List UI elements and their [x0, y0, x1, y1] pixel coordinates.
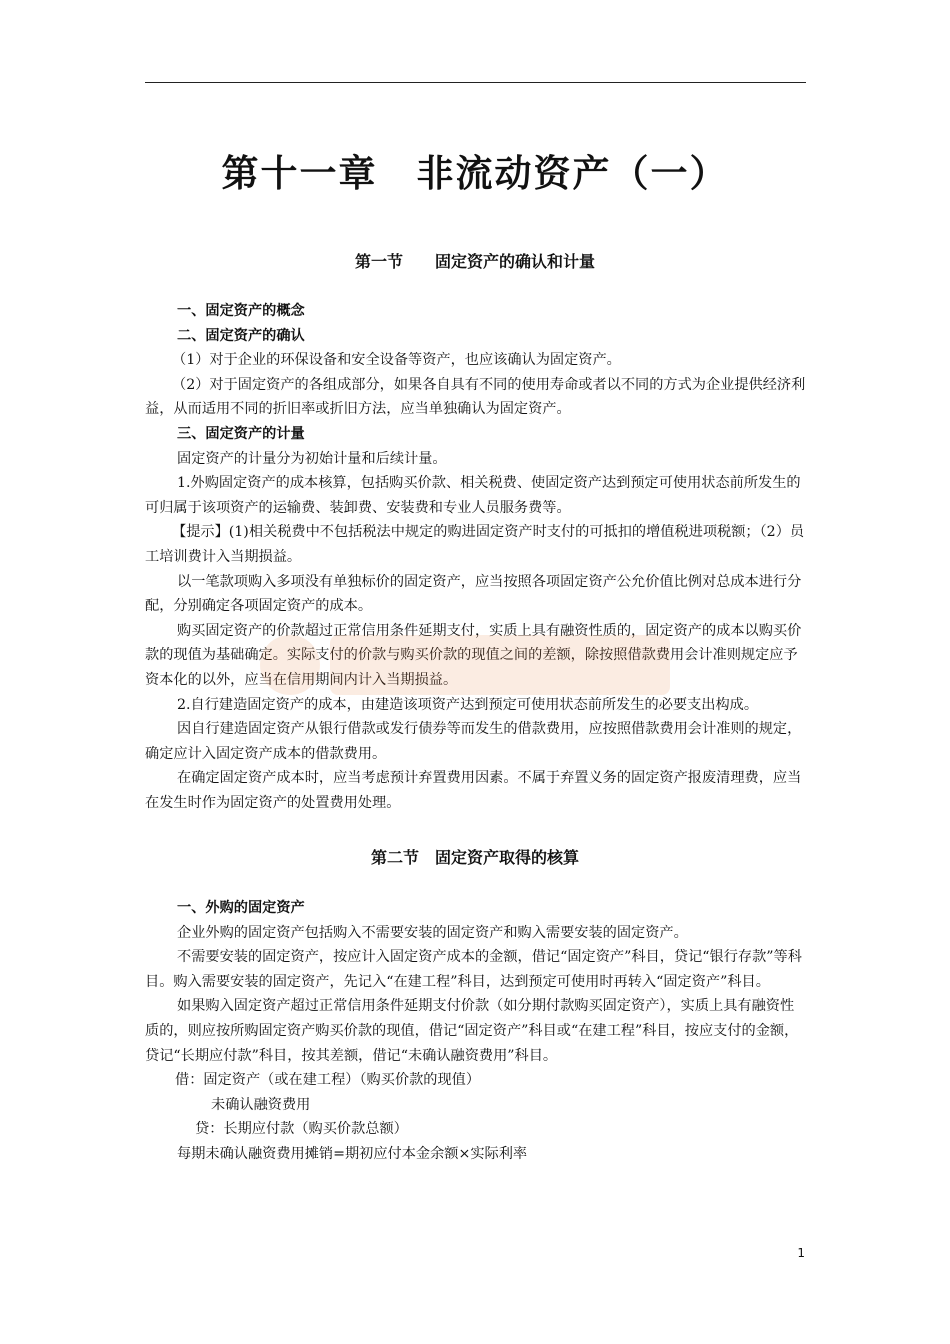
paragraph: 企业外购的固定资产包括购入不需要安装的固定资产和购入需要安装的固定资产。 [177, 924, 688, 941]
paragraph: 2.自行建造固定资产的成本，由建造该项资产达到预定可使用状态前所发生的必要支出构成。 [177, 696, 759, 713]
paragraph: 因自行建造固定资产从银行借款或发行债券等而发生的借款费用，应按照借款费用会计准则的规定，确定应计入固定资产成本的借款费用。 [145, 721, 802, 762]
paragraph: 固定资产的计量分为初始计量和后续计量。 [177, 450, 447, 467]
journal-entry-debit-2: 未确认融资费用 [211, 1096, 311, 1113]
paragraph: 每期未确认融资费用摊销=期初应付本金余额×实际利率 [177, 1145, 528, 1162]
tip-paragraph: 【提示】(1)相关税费中不包括税法中规定的购进固定资产时支付的可抵扣的增值税进项税额；（2）员工培训费计入当期损益。 [145, 524, 805, 565]
section2-body [145, 896, 807, 1167]
paragraph: 购买固定资产的价款超过正常信用条件延期支付，实质上具有融资性质的，固定资产的成本以购买价款的现值为基础确定。实际支付的价款与购买价款的现值之间的差额，除按照借款费用会计准则规定应予资本化的以外，应当在信用期间内计入当期损益。 [145, 622, 802, 688]
paragraph: （1）对于企业的环保设备和安全设备等资产，也应该确认为固定资产。 [172, 352, 621, 369]
heading-purchased-assets: 一、外购的固定资产 [177, 900, 305, 916]
paragraph: 如果购入固定资产超过正常信用条件延期支付价款（如分期付款购买固定资产），实质上具有融资性质的，则应按所购固定资产购买价款的现值，借记“固定资产”科目或“在建工程”科目，按应支付的金额，贷记“长期应付款”科目，按其差额，借记“未确认融资费用”科目。 [145, 998, 799, 1064]
chapter-title: 第十一章 非流动资产（一） [221, 152, 729, 195]
section1-title: 第一节 固定资产的确认和计量 [354, 252, 595, 271]
section1-body [145, 299, 807, 815]
heading-concept: 一、固定资产的概念 [177, 303, 305, 319]
section2-title: 第二节 固定资产取得的核算 [370, 848, 579, 867]
paragraph: 1.外购固定资产的成本核算，包括购买价款、相关税费、使固定资产达到预定可使用状态前所发生的可归属于该项资产的运输费、装卸费、安装费和专业人员服务费等。 [145, 475, 801, 516]
paragraph: 在确定固定资产成本时，应当考虑预计弃置费用因素。不属于弃置义务的固定资产报废清理费，应当在发生时作为固定资产的处置费用处理。 [145, 770, 802, 811]
heading-measurement: 三、固定资产的计量 [177, 425, 305, 442]
journal-entry-credit: 贷：长期应付款（购买价款总额） [195, 1121, 408, 1138]
header-rule [145, 82, 806, 83]
heading-recognition: 二、固定资产的确认 [177, 327, 305, 344]
page-number: 1 [797, 1246, 805, 1260]
journal-entry-debit: 借：固定资产（或在建工程）（购买价款的现值） [175, 1072, 481, 1089]
paragraph: （2）对于固定资产的各组成部分，如果各自具有不同的使用寿命或者以不同的方式为企业提供经济利益，从而适用不同的折旧率或折旧方法，应当单独确认为固定资产。 [145, 376, 806, 418]
paragraph: 以一笔款项购入多项没有单独标价的固定资产，应当按照各项固定资产公允价值比例对总成本进行分配，分别确定各项固定资产的成本。 [145, 573, 802, 615]
paragraph: 不需要安装的固定资产，按应计入固定资产成本的金额，借记“固定资产”科目，贷记“银行存款”等科目。购入需要安装的固定资产，先记入“在建工程”科目，达到预定可使用时再转入“固定资产”科目。 [145, 949, 802, 990]
